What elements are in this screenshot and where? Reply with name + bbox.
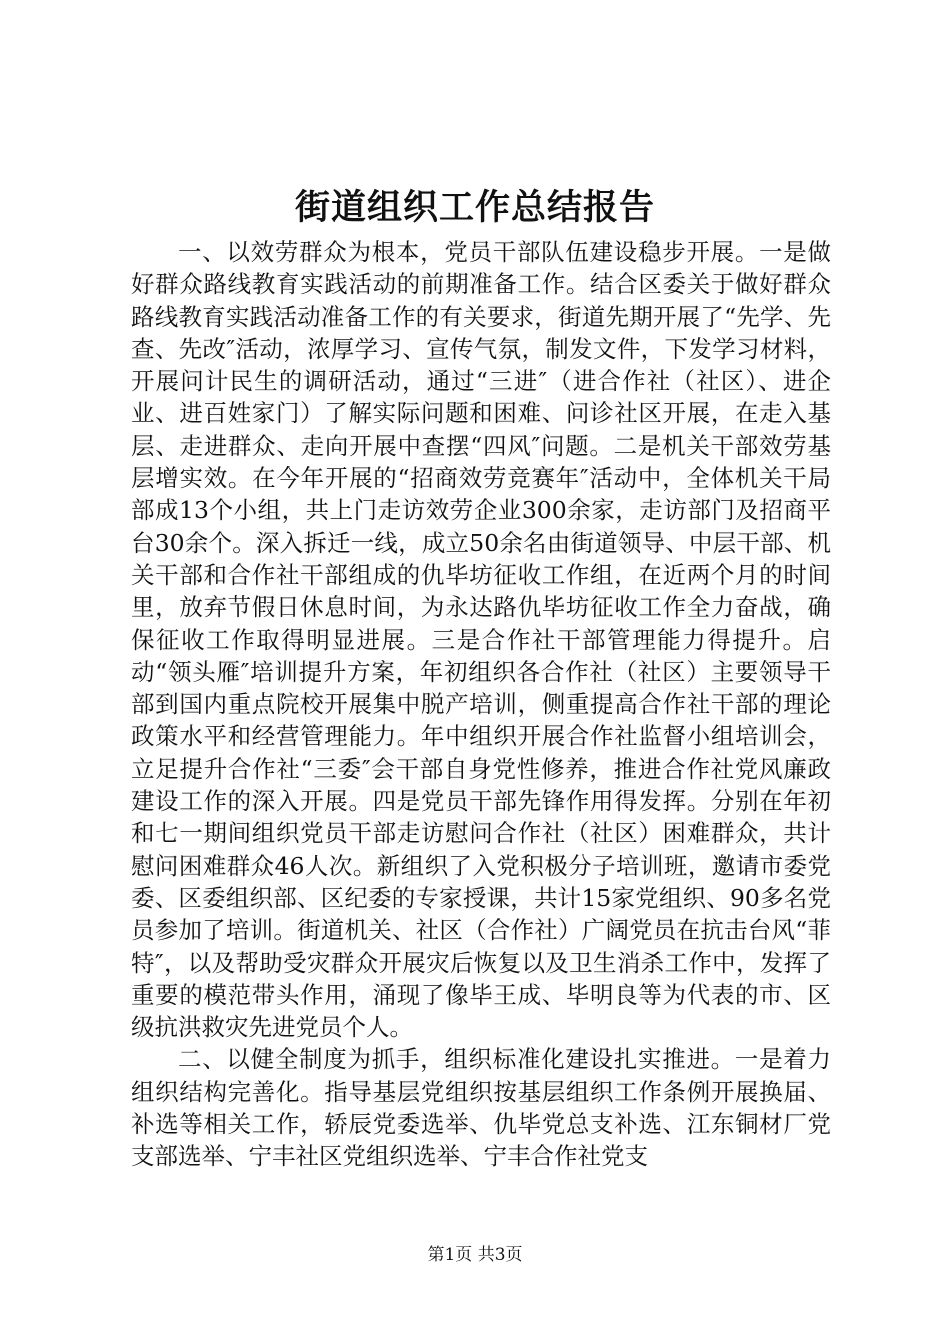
paragraph-2: 二、以健全制度为抓手，组织标准化建设扎实推进。一是着力组织结构完善化。指导基层党组织按基层组织工作条例开展换届、补选等相关工作，轿辰党委选举、仇毕党总支补选、江东铜材厂党支部选举、宁丰社区党组织选举、宁丰合作社党支	[131, 1045, 831, 1171]
paragraph-1: 一、以效劳群众为根本，党员干部队伍建设稳步开展。一是做好群众路线教育实践活动的前期准备工作。结合区委关于做好群众路线教育实践活动准备工作的有关要求，街道先期开展了“先学、先查、先改″活动，浓厚学习、宣传气氛，制发文件，下发学习材料，开展问计民生的调研活动，通过“三进″（进合作社（社区）、进企业、进百姓家门）了解实际问题和困难、问诊社区开展，在走入基层、走进群众、走向开展中查摆“四风″问题。二是机关干部效劳基层增实效。在今年开展的“招商效劳竞赛年″活动中，全体机关干局部成13个小组，共上门走访效劳企业300余家，走访部门及招商平台30余个。深入拆迁一线，成立50余名由街道领导、中层干部、机关干部和合作社干部组成的仇毕坊征收工作组，在近两个月的时间里，放弃节假日休息时间，为永达路仇毕坊征收工作全力奋战，确保征收工作取得明显进展。三是合作社干部管理能力得提升。启动“领头雁″培训提升方案，年初组织各合作社（社区）主要领导干部到国内重点院校开展集中脱产培训，侧重提高合作社干部的理论政策水平和经营管理能力。年中组织开展合作社监督小组培训会，立足提升合作社“三委″会干部自身党性修养，推进合作社党风廉政建设工作的深入开展。四是党员干部先锋作用得发挥。分别在年初和七一期间组织党员干部走访慰问合作社（社区）困难群众，共计慰问困难群众46人次。新组织了入党积极分子培训班，邀请市委党委、区委组织部、区纪委的专家授课，共计15家党组织、90多名党员参加了培训。街道机关、社区（合作社）广阔党员在抗击台风“菲特″，以及帮助受灾群众开展灾后恢复以及卫生消杀工作中，发挥了重要的模范带头作用，涌现了像毕王成、毕明良等为代表的市、区级抗洪救灾先进党员个人。	[131, 238, 831, 1042]
document-body	[131, 236, 831, 1173]
document-title: 街道组织工作总结报告	[294, 187, 655, 228]
page-number-footer: 第1页 共3页	[427, 1245, 523, 1265]
